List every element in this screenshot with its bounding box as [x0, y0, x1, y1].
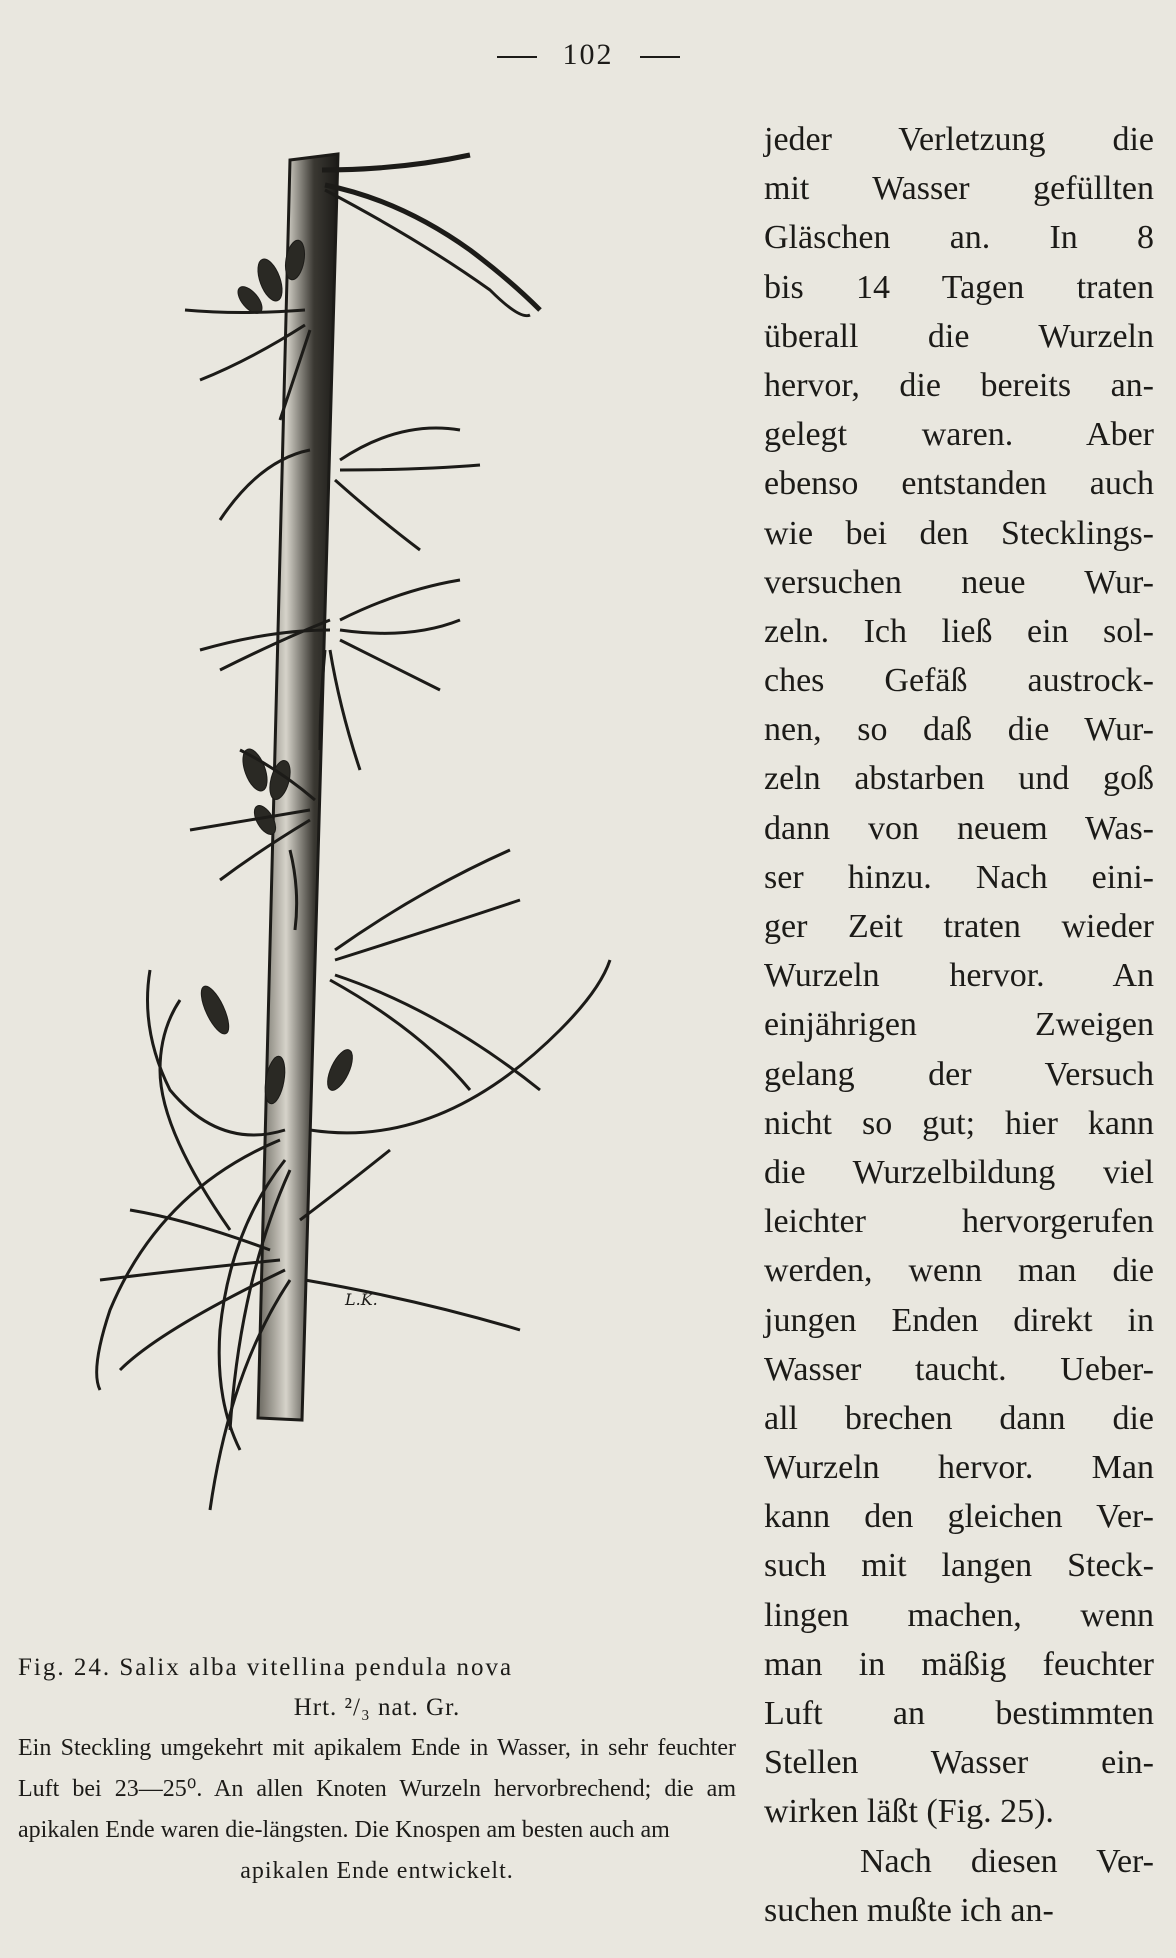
text-line: wie bei den Stecklings- [764, 514, 1154, 552]
text-line: einjährigen Zweigen [764, 1006, 1154, 1044]
figure-caption [18, 1648, 736, 1891]
text-line: ger Zeit traten wieder [764, 908, 1154, 945]
text-line: leichter hervorgerufen [764, 1203, 1154, 1241]
text-line: Nach diesen Ver- [860, 1842, 1154, 1880]
text-line: suchen mußte ich an- [764, 1891, 1054, 1929]
text-line: die Wurzelbildung viel [764, 1153, 1154, 1191]
text-line: lingen machen, wenn [764, 1596, 1154, 1634]
text-line: dann von neuem Was- [764, 809, 1154, 847]
node-3-roots [200, 580, 460, 770]
text-line: ches Gefäß austrock- [764, 662, 1154, 700]
node-4-roots [290, 850, 540, 1090]
text-line: all brechen dann die [764, 1399, 1154, 1437]
text-line: versuchen neue Wur- [764, 563, 1154, 601]
text-line: zeln. Ich ließ ein sol- [764, 612, 1154, 650]
text-line: werden, wenn man die [764, 1252, 1154, 1290]
text-line: hervor, die bereits an- [764, 366, 1154, 404]
text-line: gelegt waren. Aber [764, 416, 1154, 454]
artist-signature: L.K. [345, 1290, 378, 1309]
page-number: 102 [0, 38, 1176, 72]
text-line: man in mäßig feuchter [764, 1645, 1154, 1683]
text-line: jungen Enden direkt in [764, 1301, 1154, 1339]
text-line: nen, so daß die Wur- [764, 711, 1154, 749]
text-line: Gläschen an. In 8 [764, 219, 1154, 257]
text-line: kann den gleichen Ver- [764, 1498, 1154, 1536]
text-line: zeln abstarben und goß [764, 760, 1154, 798]
text-line: Luft an bestimmten [764, 1695, 1154, 1732]
text-line: Wurzeln hervor. An [764, 957, 1154, 995]
lower-roots [97, 960, 610, 1510]
text-line: such mit langen Steck- [764, 1547, 1154, 1585]
text-line: jeder Verletzung die [764, 121, 1154, 158]
figure-willow-cutting [40, 130, 740, 1630]
text-line: Wasser taucht. Ueber- [764, 1350, 1154, 1388]
text-line: überall die Wurzeln [764, 317, 1154, 355]
caption-line-1: Fig. 24. Salix alba vitellina pendula nova [18, 1654, 514, 1681]
text-line: gelang der Versuch [764, 1055, 1154, 1093]
text-line: mit Wasser gefüllten [764, 170, 1154, 208]
text-line: Wurzeln hervor. Man [764, 1449, 1154, 1487]
text-line: nicht so gut; hier kann [764, 1104, 1154, 1142]
caption-body: Ein Steckling umgekehrt mit apikalem Ende in Wasser, in sehr feuchter Luft bei 23—25⁰. An allen Knoten Wurzeln hervorbrechend; die am apikalen Ende waren die-längsten. Die Knospen am besten auch am [18, 1735, 736, 1843]
text-line: ser hinzu. Nach eini- [764, 858, 1154, 896]
willow-cutting-illustration [40, 130, 740, 1630]
text-line: wirken läßt (Fig. 25). [764, 1793, 1054, 1831]
top-twig [322, 155, 540, 310]
caption-last-line: apikalen Ende entwickelt. [240, 1858, 514, 1884]
text-line: bis 14 Tagen traten [764, 268, 1154, 306]
text-line: Stellen Wasser ein- [764, 1744, 1154, 1782]
caption-line-2: Hrt. ²/₃ nat. Gr. [293, 1694, 461, 1721]
text-line: ebenso entstanden auch [764, 465, 1154, 503]
body-text-column [764, 115, 1154, 1935]
